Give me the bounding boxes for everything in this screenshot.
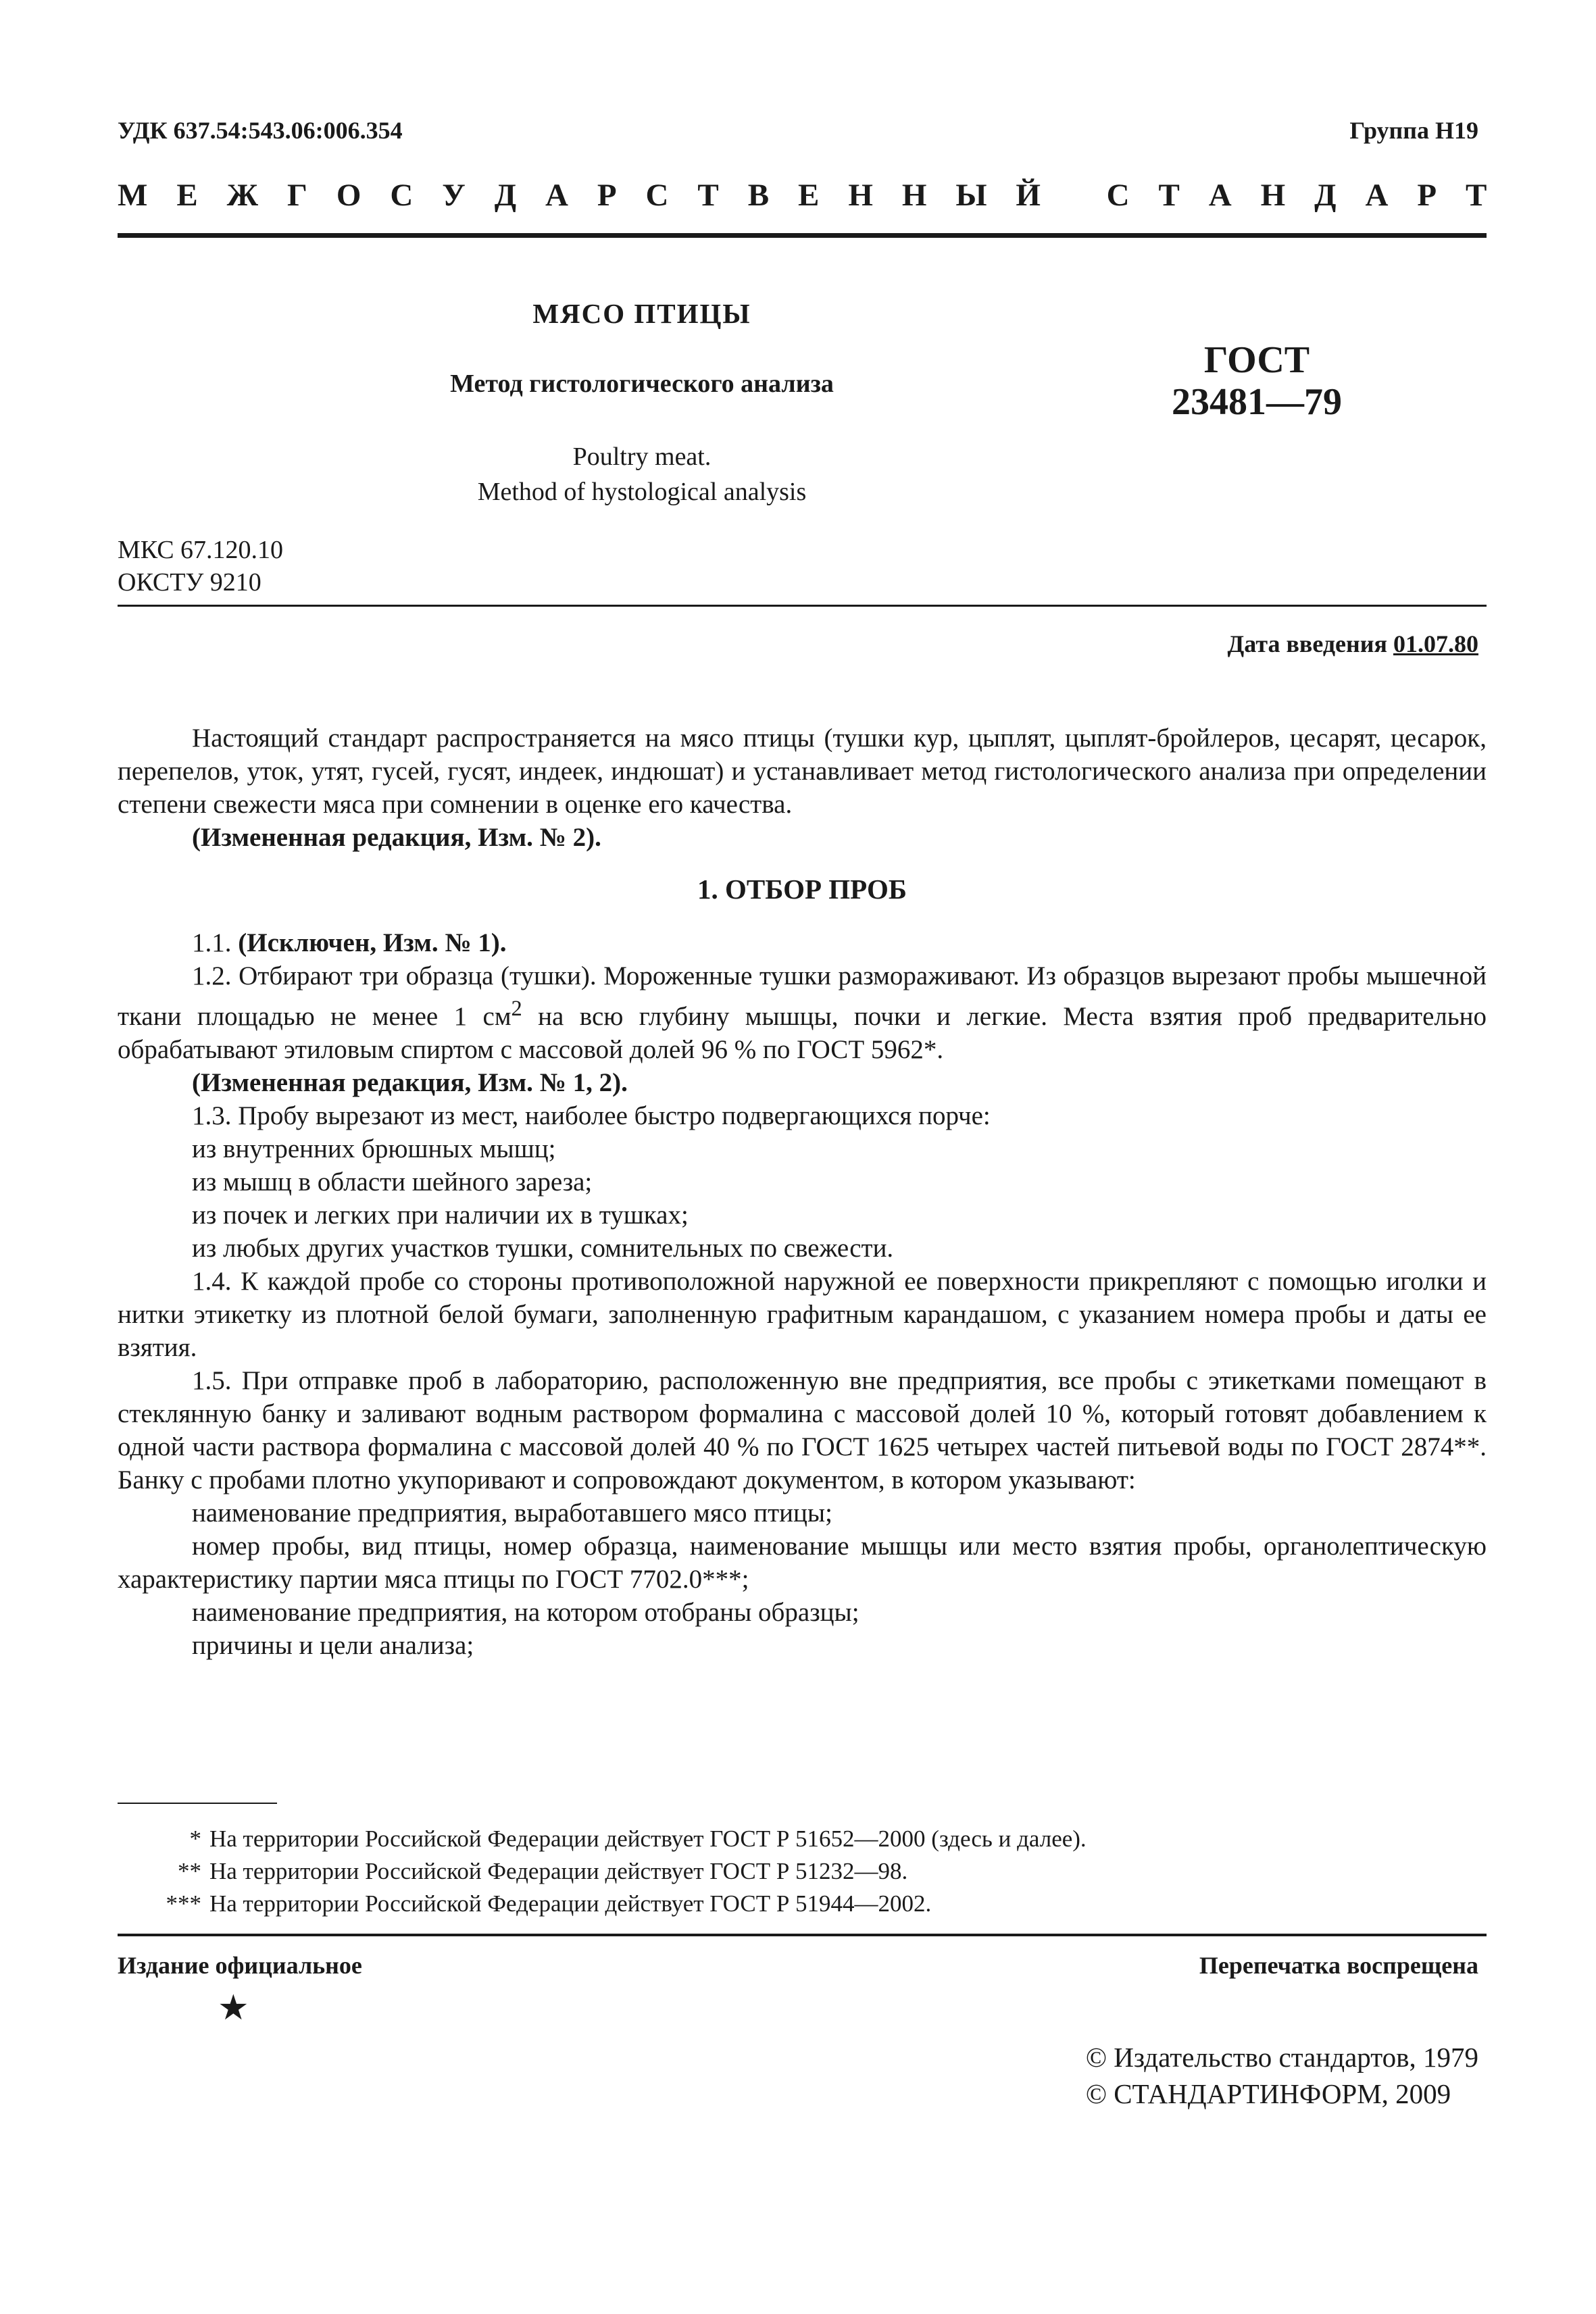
clause-1-5-item: номер пробы, вид птицы, номер образца, наименование мышцы или место взятия пробы, органолептическую характеристику партии мяса птицы по ГОСТ 7702.0***; (118, 1532, 1487, 1594)
footnote-text: На территории Российской Федерации действует ГОСТ Р 51652—2000 (здесь и далее). (209, 1826, 1087, 1852)
date-value: 01.07.80 (1393, 630, 1478, 657)
band-letter: Д (494, 178, 517, 213)
okstu-code: ОКСТУ 9210 (118, 568, 261, 597)
clause-1-5: 1.5. При отправке проб в лабораторию, расположенную вне предприятия, все пробы с этикетками помещают в стеклянную банку и заливают водным раствором формалина с массовой долей 10 %, который готовят добавлением к одной части раствора формалина с массовой долей 40 % по ГОСТ 1625 четырех частей питьевой воды по ГОСТ 2874**. Банку с пробами плотно укупоривают и сопровождают документом, в котором указывают: (118, 1366, 1487, 1494)
gost-label: ГОСТ (1203, 339, 1310, 381)
english-title-line2: Method of hystological analysis (477, 478, 807, 506)
mks-code: МКС 67.120.10 (118, 536, 284, 564)
gost-designation (1095, 339, 1419, 423)
udk-code: УДК 637.54:543.06:006.354 (118, 117, 403, 144)
band-letter: Н (848, 178, 873, 213)
band-letter: О (336, 178, 361, 213)
band-letter: А (1208, 178, 1232, 213)
clause-1-2-text-a: 1.2. Отбирают три образца (тушки). Мороженные тушки размораживают. Из образцов вырезают пробы мышечной ткани площадью не менее 1 см (118, 961, 1487, 1031)
introduction-date (1228, 630, 1479, 658)
footnote-separator (118, 1803, 277, 1804)
clause-1-2-amendment-note: (Измененная редакция, Изм. № 1, 2). (192, 1068, 628, 1097)
footnote-text: На территории Российской Федерации действует ГОСТ Р 51232—98. (209, 1858, 908, 1884)
band-letter: В (747, 178, 770, 213)
footnotes (118, 1823, 1487, 1920)
band-letter: Р (597, 178, 617, 213)
band-letter: Й (1016, 178, 1041, 213)
clause-1-1-number: 1.1. (192, 928, 239, 957)
clause-1-5-item: причины и цели анализа; (192, 1631, 474, 1660)
footnote (118, 1888, 1487, 1920)
english-title-line1: Poultry meat. (572, 443, 712, 471)
clause-1-5-item: наименование предприятия, выработавшего мясо птицы; (192, 1499, 832, 1528)
band-letter: А (1365, 178, 1389, 213)
english-title (338, 439, 946, 509)
band-letter: Д (1314, 178, 1337, 213)
copyright-block (1086, 2039, 1478, 2112)
classification-codes (118, 534, 283, 599)
footnote (118, 1823, 1487, 1855)
group-code: Группа Н19 (1349, 117, 1478, 144)
band-letter: Е (176, 178, 198, 213)
clause-1-1 (118, 926, 1487, 959)
band-letter: Т (1466, 178, 1487, 213)
band-letter: С (645, 178, 669, 213)
band-letter: А (545, 178, 568, 213)
clause-1-3-item: из любых других участков тушки, сомнительных по свежести. (192, 1234, 894, 1263)
footer-rule (118, 1934, 1487, 1936)
band-letter: Р (1417, 178, 1437, 213)
band-letter: С (1106, 178, 1130, 213)
interstate-standard-band (118, 177, 1487, 213)
copyright-line1: © Издательство стандартов, 1979 (1085, 2042, 1478, 2073)
copyright-line2: © СТАНДАРТИНФОРМ, 2009 (1085, 2078, 1451, 2109)
header-rule (118, 233, 1487, 238)
document-subtitle: Метод гистологического анализа (450, 370, 834, 398)
clause-1-3-item: из почек и легких при наличии их в тушках; (192, 1201, 689, 1230)
band-letter: М (118, 178, 148, 213)
footnote-mark: ** (178, 1858, 201, 1884)
band-letter: У (442, 178, 466, 213)
footnote-mark: *** (166, 1890, 201, 1917)
band-letter: Н (901, 178, 927, 213)
band-letter: Е (798, 178, 820, 213)
clause-1-3-item: из внутренних брюшных мышц; (192, 1134, 556, 1163)
clause-1-3-item: из мышц в области шейного зареза; (192, 1167, 593, 1197)
date-label: Дата введения (1227, 630, 1393, 657)
band-letter: Т (1158, 178, 1180, 213)
footnote (118, 1855, 1487, 1888)
document-title: МЯСО ПТИЦЫ (532, 298, 751, 329)
intro-paragraph: Настоящий стандарт распространяется на мясо птицы (тушки кур, цыплят, цыплят-бройлеров, цесарят, цесарок, перепелов, уток, утят, гусей, гусят, индеек, индюшат) и устанавливает метод гистологического анализа при определении степени свежести мяса при сомнении в оценке его качества. (118, 724, 1487, 819)
clause-1-1-text: (Исключен, Изм. № 1). (238, 928, 507, 957)
section-1-title: 1. ОТБОР ПРОБ (697, 874, 907, 905)
official-edition-label: Издание официальное (118, 1952, 362, 1979)
band-letter: Ы (955, 178, 987, 213)
footnote-text: На территории Российской Федерации действует ГОСТ Р 51944—2002. (209, 1890, 932, 1917)
clause-1-2-text-b: на всю глубину мышцы, почки и легкие. Места взятия проб предварительно обрабатывают этиловым спиртом с массовой долей 96 % по ГОСТ 5962*. (118, 1002, 1487, 1064)
star-icon: ★ (218, 1989, 249, 2028)
clause-1-4: 1.4. К каждой пробе со стороны противоположной наружной ее поверхности прикрепляют с помощью иголки и нитки этикетку из плотной белой бумаги, заполненную графитным карандашом, с указанием номера пробы и даты ее взятия. (118, 1267, 1487, 1362)
codes-rule (118, 605, 1487, 607)
footnote-mark: * (189, 1826, 201, 1852)
document-body (118, 722, 1487, 1662)
gost-number: 23481—79 (1172, 381, 1342, 423)
clause-1-2-sup: 2 (511, 997, 522, 1021)
clause-1-3: 1.3. Пробу вырезают из мест, наиболее быстро подвергающихся порче: (192, 1101, 991, 1130)
band-letter: Т (697, 178, 719, 213)
band-letter: Ж (226, 178, 259, 213)
band-letter: Н (1260, 178, 1286, 213)
clause-1-5-item: наименование предприятия, на котором отобраны образцы; (192, 1598, 859, 1627)
band-gap (1070, 177, 1078, 213)
clause-1-2 (118, 959, 1487, 1066)
reprint-prohibited-label: Перепечатка воспрещена (1199, 1952, 1478, 1979)
band-letter: С (390, 178, 414, 213)
intro-amendment-note: (Измененная редакция, Изм. № 2). (192, 823, 601, 852)
band-letter: Г (287, 178, 307, 213)
